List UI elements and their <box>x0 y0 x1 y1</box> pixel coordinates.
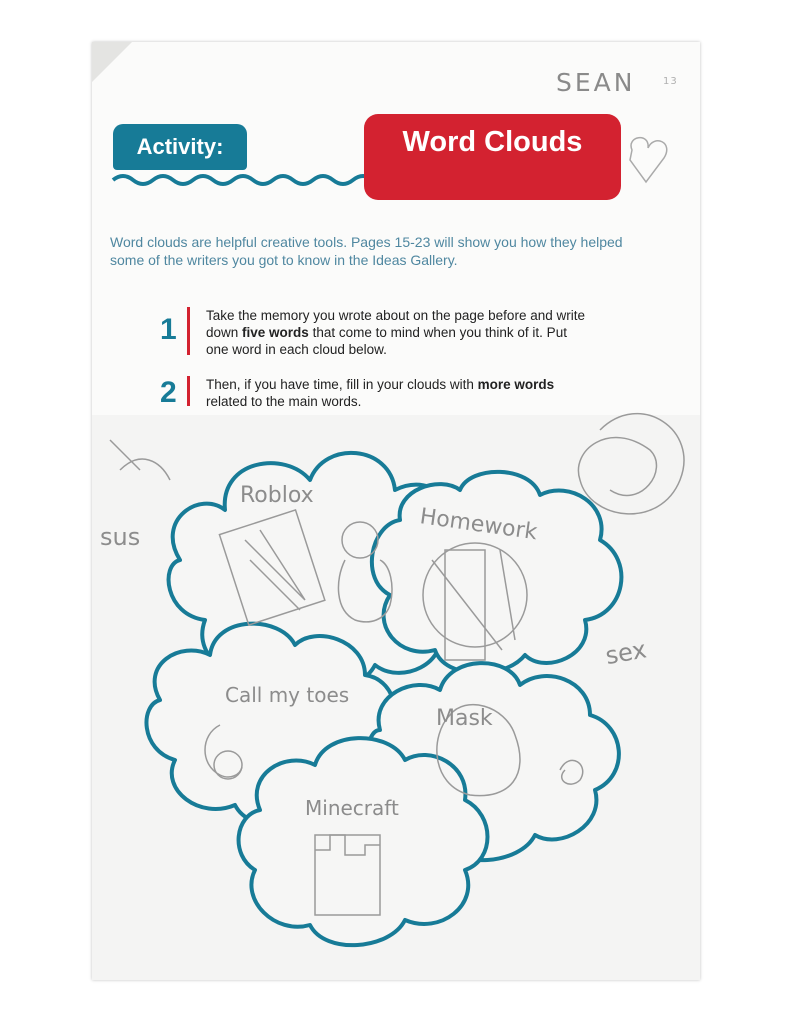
step-text: Then, if you have time, fill in your clouds with more words related to the main words. <box>206 377 555 409</box>
page-number: 13 <box>663 76 678 87</box>
activity-badge: Activity: <box>113 124 247 170</box>
page-title: Word Clouds <box>364 114 621 200</box>
step-number: 1 <box>160 313 177 346</box>
margin-word-right: sex <box>603 635 649 671</box>
cloud-word-mask: Mask <box>436 706 493 731</box>
margin-word-left: sus <box>100 523 141 551</box>
cloud-outline <box>239 738 488 945</box>
cloud-word-minecraft: Minecraft <box>305 796 399 820</box>
step-number: 2 <box>160 376 177 409</box>
intro-paragraph: Word clouds are helpful creative tools. Pages 15-23 will show you how they helped some of the writers you got to know in the Ideas Gallery. <box>110 234 623 268</box>
cloud-word-roblox: Roblox <box>240 483 314 508</box>
cloud-word-call-my-toes: Call my toes <box>225 683 350 707</box>
step-text: Take the memory you wrote about on the page before and write down five words that come to mind when you think of it. Put one word in each cloud below. <box>206 308 585 357</box>
cloud-word-homework: Homework <box>418 504 539 546</box>
student-name: SEAN <box>556 68 636 97</box>
